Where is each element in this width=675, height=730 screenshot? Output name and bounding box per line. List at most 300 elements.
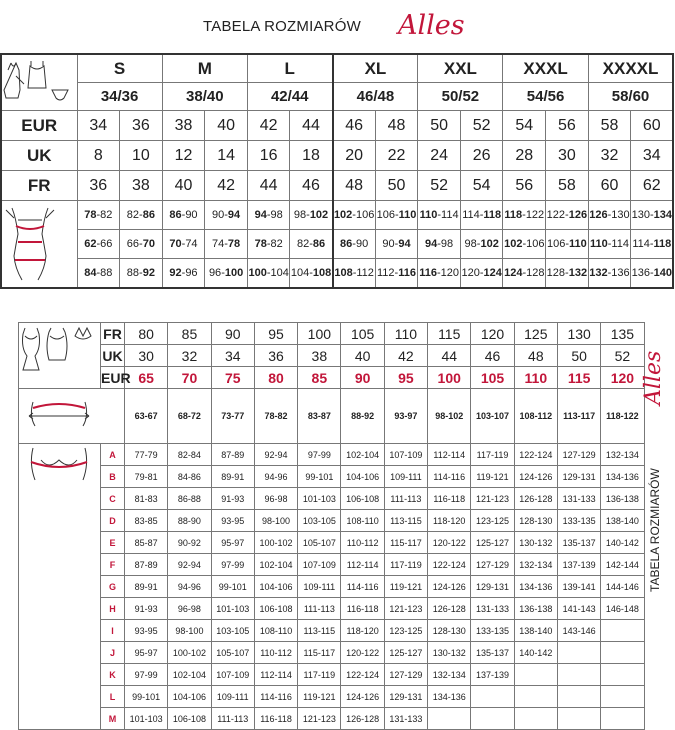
measure-range: 114-118 <box>631 230 674 259</box>
cup-range: 105-107 <box>298 532 341 554</box>
cup-row <box>19 532 645 554</box>
range-low: 78 <box>254 238 267 250</box>
size-value: 42 <box>247 111 290 141</box>
cup-range: 108-110 <box>254 620 297 642</box>
cup-range: 89-91 <box>211 466 254 488</box>
range-high: 94 <box>398 238 411 250</box>
range-high: 112 <box>356 267 374 279</box>
cup-row <box>19 554 645 576</box>
cup-range: 107-109 <box>298 554 341 576</box>
eu-pair: 34/36 <box>77 83 162 111</box>
cup-range: 131-133 <box>384 708 427 730</box>
measure-range: 96-100 <box>205 259 248 289</box>
size-value: 60 <box>588 171 631 201</box>
cup-range <box>601 642 644 664</box>
size-value: 34 <box>631 141 674 171</box>
code-row-fr <box>1 171 673 201</box>
range-high: 140 <box>653 267 672 279</box>
size-value: 54 <box>460 171 503 201</box>
cup-range: 102-104 <box>341 444 384 466</box>
size-m: M <box>162 54 247 83</box>
range-high: 120 <box>440 267 459 279</box>
range-low: 82 <box>296 238 310 250</box>
cup-range: 133-135 <box>471 620 514 642</box>
size-value: 32 <box>588 141 631 171</box>
cup-row <box>19 620 645 642</box>
underbust-range: 63-67 <box>125 389 168 444</box>
measure-range: 62-66 <box>77 230 120 259</box>
measure-range: 82-86 <box>120 201 163 230</box>
size-value: 50 <box>418 111 461 141</box>
bra-size-value: 120 <box>601 367 644 389</box>
measure-range: 88-92 <box>120 259 163 289</box>
eu-pair-row <box>1 83 673 111</box>
bra-size-value: 100 <box>298 323 341 345</box>
page-title: TABELA ROZMIARÓW <box>203 18 361 35</box>
underbust-range: 68-72 <box>168 389 211 444</box>
size-xxxl: XXXL <box>503 54 588 83</box>
size-value: 36 <box>77 171 120 201</box>
measure-range: 70-74 <box>162 230 205 259</box>
range-low: 62 <box>84 238 97 250</box>
cup-row <box>19 686 645 708</box>
range-high: 94 <box>227 209 241 221</box>
measure-range: 104-108 <box>290 259 333 289</box>
range-low: 114 <box>632 238 650 250</box>
size-value: 38 <box>162 111 205 141</box>
measure-range: 114-118 <box>460 201 503 230</box>
range-low: 132 <box>589 267 608 279</box>
cup-range: 128-130 <box>514 510 557 532</box>
bra-size-value: 95 <box>254 323 297 345</box>
cup-range: 128-130 <box>428 620 471 642</box>
measure-range: 112-116 <box>375 259 418 289</box>
cup-range: 144-146 <box>601 576 644 598</box>
measure-range: 86-90 <box>162 201 205 230</box>
cup-range: 118-120 <box>341 620 384 642</box>
clothing-icon <box>2 60 72 106</box>
range-high: 88 <box>100 267 113 279</box>
cup-range: 120-122 <box>428 532 471 554</box>
cup-range: 130-132 <box>428 642 471 664</box>
size-xl: XL <box>333 54 418 83</box>
range-low: 116 <box>419 267 437 279</box>
range-low: 102 <box>333 209 353 221</box>
cup-letter: C <box>101 488 125 510</box>
bra-size-value: 50 <box>557 345 600 367</box>
cup-row <box>19 576 645 598</box>
measure-row <box>1 201 673 230</box>
eu-pair: 58/60 <box>588 83 673 111</box>
measure-range: 92-96 <box>162 259 205 289</box>
eu-pair: 54/56 <box>503 83 588 111</box>
bra-size-value: 75 <box>211 367 254 389</box>
cup-range <box>557 708 600 730</box>
measure-row <box>1 230 673 259</box>
cup-range: 117-119 <box>384 554 427 576</box>
size-value: 22 <box>375 141 418 171</box>
measure-range: 116-120 <box>418 259 461 289</box>
range-high: 128 <box>526 267 545 279</box>
range-high: 122 <box>525 209 545 221</box>
cup-range: 106-108 <box>341 488 384 510</box>
cup-range <box>601 708 644 730</box>
range-low: 96 <box>208 267 222 279</box>
size-value: 50 <box>375 171 418 201</box>
cup-range: 103-105 <box>298 510 341 532</box>
cup-range: 123-125 <box>471 510 514 532</box>
cup-row <box>19 598 645 620</box>
cup-range: 77-79 <box>125 444 168 466</box>
bra-size-value: 125 <box>514 323 557 345</box>
cup-range: 107-109 <box>211 664 254 686</box>
clothing-icon-cell <box>1 54 77 111</box>
bra-size-value: 110 <box>514 367 557 389</box>
cup-range: 116-118 <box>341 598 384 620</box>
size-value: 26 <box>460 141 503 171</box>
size-value: 16 <box>247 141 290 171</box>
bra-size-value: 65 <box>125 367 168 389</box>
range-low: 114 <box>462 209 480 221</box>
cup-range: 89-91 <box>125 576 168 598</box>
measure-range: 106-110 <box>546 230 589 259</box>
measure-range: 90-94 <box>375 230 418 259</box>
cup-row <box>19 510 645 532</box>
cup-range: 134-136 <box>428 686 471 708</box>
range-high: 116 <box>398 267 416 279</box>
cup-letter: A <box>101 444 125 466</box>
size-value: 54 <box>503 111 546 141</box>
underbust-icon-cell <box>19 389 125 444</box>
range-high: 132 <box>568 267 588 279</box>
side-title: TABELA ROZMIARÓW <box>648 468 662 592</box>
cup-range: 126-128 <box>341 708 384 730</box>
cup-range: 121-123 <box>298 708 341 730</box>
range-low: 82 <box>126 209 140 221</box>
cup-range <box>557 642 600 664</box>
cup-range: 87-89 <box>125 554 168 576</box>
cup-range: 92-94 <box>254 444 297 466</box>
range-low: 104 <box>290 267 310 279</box>
cup-range: 141-143 <box>557 598 600 620</box>
cup-range: 79-81 <box>125 466 168 488</box>
cup-letter: E <box>101 532 125 554</box>
cup-range: 103-105 <box>211 620 254 642</box>
cup-range: 106-108 <box>254 598 297 620</box>
size-s: S <box>77 54 162 83</box>
bra-size-value: 38 <box>298 345 341 367</box>
measure-range: 102-106 <box>333 201 376 230</box>
range-low: 78 <box>84 209 97 221</box>
cup-row <box>19 708 645 730</box>
size-table-clothing <box>0 53 674 289</box>
range-high: 102 <box>309 209 329 221</box>
measure-row <box>1 259 673 289</box>
cup-range: 117-119 <box>471 444 514 466</box>
size-value: 58 <box>588 111 631 141</box>
cup-range: 110-112 <box>341 532 384 554</box>
cup-range: 135-137 <box>471 642 514 664</box>
cup-range: 140-142 <box>601 532 644 554</box>
underbust-range: 83-87 <box>298 389 341 444</box>
bra-size-value: 120 <box>471 323 514 345</box>
cup-range: 124-126 <box>514 466 557 488</box>
range-low: 94 <box>254 209 267 221</box>
cup-range: 113-115 <box>298 620 341 642</box>
range-high: 98 <box>270 209 283 221</box>
cup-range: 121-123 <box>384 598 427 620</box>
cup-range: 93-95 <box>211 510 254 532</box>
eu-pair: 50/52 <box>418 83 503 111</box>
measure-range: 78-82 <box>77 201 120 230</box>
cup-range: 81-83 <box>125 488 168 510</box>
brand-logo: Alles <box>398 10 465 41</box>
size-value: 34 <box>77 111 120 141</box>
cup-range: 115-117 <box>298 642 341 664</box>
size-value: 56 <box>503 171 546 201</box>
cup-range <box>601 686 644 708</box>
measure-range: 98-102 <box>290 201 333 230</box>
cup-range: 142-144 <box>601 554 644 576</box>
cup-range: 95-97 <box>211 532 254 554</box>
cup-range: 83-85 <box>125 510 168 532</box>
range-low: 108 <box>334 267 353 279</box>
cup-letter: I <box>101 620 125 642</box>
cup-range: 132-134 <box>428 664 471 686</box>
cup-range <box>514 664 557 686</box>
row-label: UK <box>1 141 77 171</box>
range-high: 136 <box>611 267 630 279</box>
range-low: 90 <box>382 238 395 250</box>
range-low: 126 <box>589 209 608 221</box>
range-low: 74 <box>212 238 225 250</box>
measure-range: 90-94 <box>205 201 248 230</box>
measure-range: 86-90 <box>333 230 376 259</box>
bra-size-value: 48 <box>514 345 557 367</box>
cup-row <box>19 444 645 466</box>
cup-range: 114-116 <box>341 576 384 598</box>
cup-range: 102-104 <box>168 664 211 686</box>
measure-range: 102-106 <box>503 230 546 259</box>
cup-range: 97-99 <box>211 554 254 576</box>
size-value: 38 <box>120 171 163 201</box>
cup-range <box>601 664 644 686</box>
cup-range: 101-103 <box>298 488 341 510</box>
underbust-range: 88-92 <box>341 389 384 444</box>
range-high: 74 <box>185 238 198 250</box>
bra-size-value: 80 <box>125 323 168 345</box>
cup-range: 126-128 <box>514 488 557 510</box>
cup-row <box>19 642 645 664</box>
cup-range: 108-110 <box>341 510 384 532</box>
bra-uk-row <box>19 345 645 367</box>
cup-range: 127-129 <box>557 444 600 466</box>
bra-size-value: 42 <box>384 345 427 367</box>
bra-size-value: 85 <box>298 367 341 389</box>
cup-range: 131-133 <box>471 598 514 620</box>
cup-range: 129-131 <box>557 466 600 488</box>
measure-range: 136-140 <box>631 259 674 289</box>
size-value: 42 <box>205 171 248 201</box>
cup-range: 102-104 <box>254 554 297 576</box>
cup-range: 99-101 <box>211 576 254 598</box>
cup-range: 134-136 <box>514 576 557 598</box>
range-high: 134 <box>653 209 672 221</box>
lingerie-icon-cell <box>19 323 101 389</box>
row-label: FR <box>1 171 77 201</box>
underbust-range: 98-102 <box>428 389 471 444</box>
cup-range <box>601 620 644 642</box>
bra-row-label: FR <box>101 323 125 345</box>
range-high: 100 <box>224 267 244 279</box>
cup-range <box>471 708 514 730</box>
cup-range: 91-93 <box>125 598 168 620</box>
size-value: 44 <box>290 111 333 141</box>
cup-range: 136-138 <box>514 598 557 620</box>
range-low: 88 <box>126 267 140 279</box>
underbust-row <box>19 389 645 444</box>
range-low: 102 <box>504 238 523 250</box>
measure-range: 66-70 <box>120 230 163 259</box>
bra-size-value: 44 <box>428 345 471 367</box>
measure-range: 100-104 <box>247 259 290 289</box>
cup-range: 94-96 <box>168 576 211 598</box>
cup-range: 139-141 <box>557 576 600 598</box>
range-low: 124 <box>504 267 523 279</box>
measure-range: 94-98 <box>247 201 290 230</box>
range-low: 90 <box>212 209 225 221</box>
bra-size-value: 110 <box>384 323 427 345</box>
cup-range: 86-88 <box>168 488 211 510</box>
cup-range: 122-124 <box>428 554 471 576</box>
size-value: 62 <box>631 171 674 201</box>
bra-size-value: 115 <box>557 367 600 389</box>
cup-range: 120-122 <box>341 642 384 664</box>
measure-range: 74-78 <box>205 230 248 259</box>
range-low: 92 <box>169 267 182 279</box>
cup-letter: B <box>101 466 125 488</box>
underbust-range: 108-112 <box>514 389 557 444</box>
range-high: 78 <box>227 238 241 250</box>
cup-range: 134-136 <box>601 466 644 488</box>
underbust-range: 103-107 <box>471 389 514 444</box>
range-low: 84 <box>84 267 97 279</box>
range-high: 110 <box>569 238 587 250</box>
range-low: 98 <box>464 238 477 250</box>
cup-range: 138-140 <box>514 620 557 642</box>
measure-range: 82-86 <box>290 230 333 259</box>
size-value: 8 <box>77 141 120 171</box>
range-high: 82 <box>270 238 283 250</box>
lingerie-icon <box>19 326 99 386</box>
code-row-uk <box>1 141 673 171</box>
body-icon-cell <box>1 201 77 289</box>
bra-size-value: 115 <box>428 323 471 345</box>
cup-range: 112-114 <box>428 444 471 466</box>
cup-range: 93-95 <box>125 620 168 642</box>
range-high: 118 <box>653 238 672 250</box>
size-value: 56 <box>546 111 589 141</box>
range-high: 86 <box>142 209 155 221</box>
cup-letter: D <box>101 510 125 532</box>
measure-range: 132-136 <box>588 259 631 289</box>
cup-range: 116-118 <box>428 488 471 510</box>
measure-range: 124-128 <box>503 259 546 289</box>
bra-size-value: 34 <box>211 345 254 367</box>
cup-range: 98-100 <box>254 510 297 532</box>
cup-range: 99-101 <box>298 466 341 488</box>
measure-range: 84-88 <box>77 259 120 289</box>
bra-size-value: 135 <box>601 323 644 345</box>
measure-range: 78-82 <box>247 230 290 259</box>
bra-row-label: EUR <box>101 367 125 389</box>
cup-range: 101-103 <box>211 598 254 620</box>
bra-size-value: 46 <box>471 345 514 367</box>
range-high: 126 <box>568 209 588 221</box>
range-low: 86 <box>340 238 353 250</box>
range-high: 82 <box>100 209 113 221</box>
cup-range: 123-125 <box>384 620 427 642</box>
size-value: 40 <box>205 111 248 141</box>
range-low: 66 <box>126 238 140 250</box>
cup-letter: H <box>101 598 125 620</box>
bra-size-value: 105 <box>471 367 514 389</box>
bra-eur-row <box>19 367 645 389</box>
cup-range: 116-118 <box>254 708 297 730</box>
cup-range: 127-129 <box>384 664 427 686</box>
cup-range: 94-96 <box>254 466 297 488</box>
cup-range: 136-138 <box>601 488 644 510</box>
range-high: 96 <box>185 267 198 279</box>
bra-size-value: 105 <box>341 323 384 345</box>
cup-range: 129-131 <box>384 686 427 708</box>
bust-icon-cell <box>19 444 101 730</box>
underbust-range: 93-97 <box>384 389 427 444</box>
cup-range: 143-146 <box>557 620 600 642</box>
cup-range: 118-120 <box>428 510 471 532</box>
size-value: 10 <box>120 141 163 171</box>
cup-letter: M <box>101 708 125 730</box>
cup-range: 106-108 <box>168 708 211 730</box>
cup-range: 100-102 <box>168 642 211 664</box>
measure-range: 98-102 <box>460 230 503 259</box>
cup-letter: G <box>101 576 125 598</box>
cup-range: 129-131 <box>471 576 514 598</box>
range-low: 98 <box>293 209 307 221</box>
cup-range: 98-100 <box>168 620 211 642</box>
range-high: 110 <box>398 209 417 221</box>
cup-range: 88-90 <box>168 510 211 532</box>
bra-size-value: 70 <box>168 367 211 389</box>
measure-range: 108-112 <box>333 259 376 289</box>
range-high: 104 <box>270 267 289 279</box>
cup-range <box>514 686 557 708</box>
cup-range: 124-126 <box>428 576 471 598</box>
eu-pair: 42/44 <box>247 83 332 111</box>
eu-pair: 38/40 <box>162 83 247 111</box>
range-low: 130 <box>631 209 650 221</box>
range-low: 86 <box>169 209 182 221</box>
measure-range: 118-122 <box>503 201 546 230</box>
cup-range: 90-92 <box>168 532 211 554</box>
cup-letter: J <box>101 642 125 664</box>
range-high: 108 <box>312 267 332 279</box>
size-value: 40 <box>162 171 205 201</box>
range-high: 86 <box>312 238 326 250</box>
bra-size-value: 95 <box>384 367 427 389</box>
cup-range: 112-114 <box>341 554 384 576</box>
size-value: 58 <box>546 171 589 201</box>
